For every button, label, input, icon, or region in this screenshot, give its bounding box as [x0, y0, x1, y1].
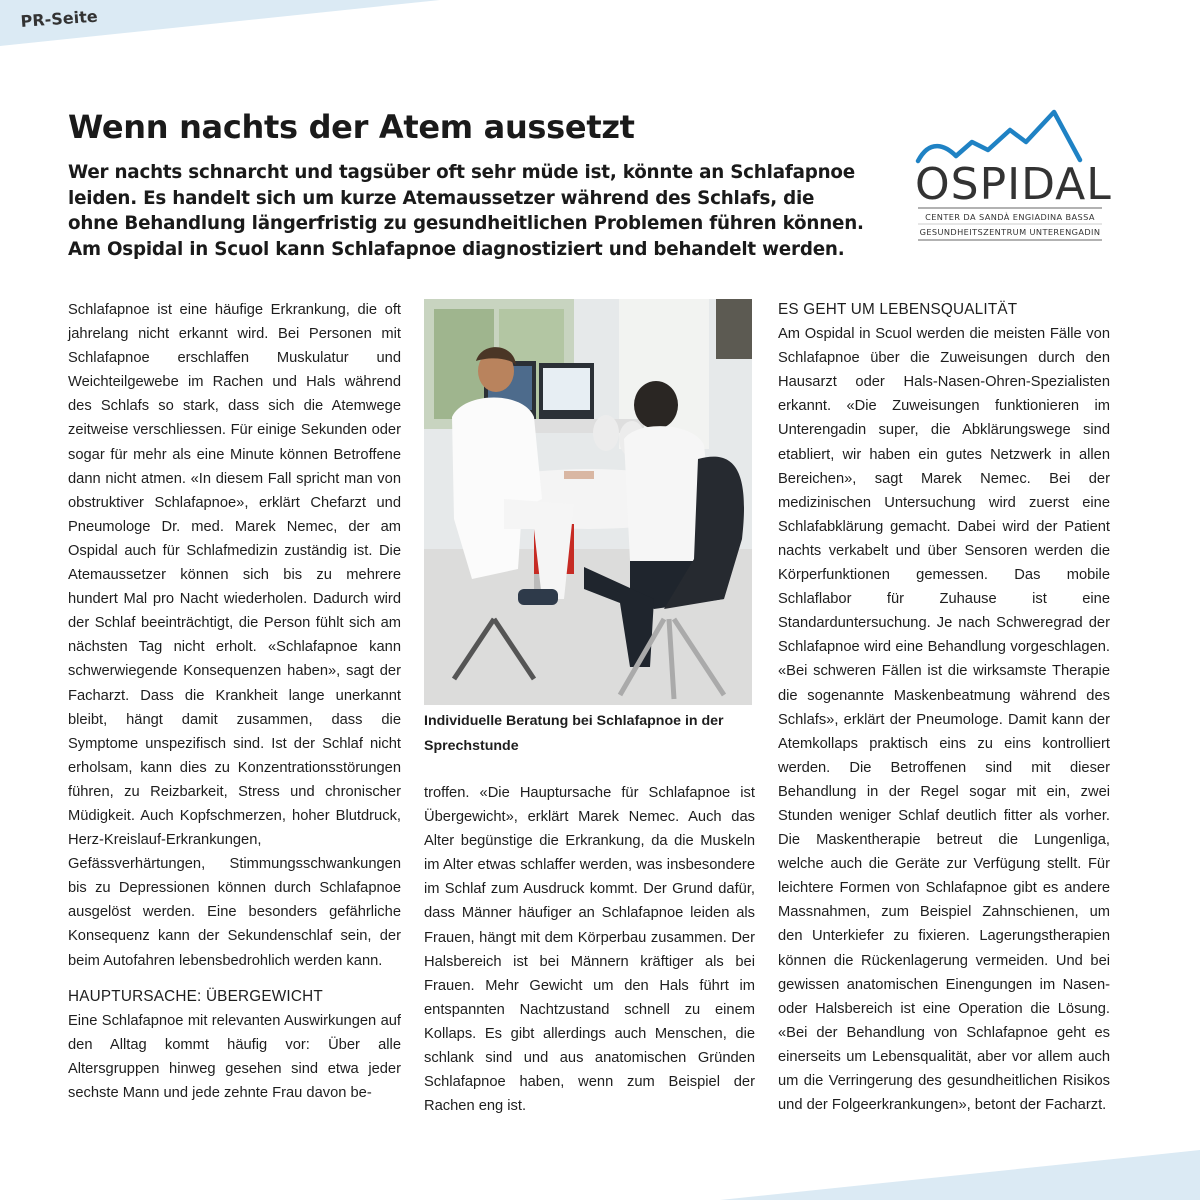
photo-caption: Individuelle Beratung bei Schlafapnoe in der Sprechstunde [424, 713, 724, 754]
bottom-band [720, 1150, 1200, 1200]
col1-paragraph-1: Schlafapnoe ist eine häufige Erkrankung, die oft jahrelang nicht erkannt wird. Bei Personen mit Schlafapnoe erschlaffen Muskulatur und Weichteilgewebe im Rachen und Hals während des Schlafs so stark, dass sich die Atemwege zeitweise verschliessen. Für einige Sekunden oder sogar für mehr als eine Minute können Betroffene dann nicht atmen. «In diesem Fall spricht man von obstruktiver Schlafapnoe», erklärt Chefarzt und Pneumologe Dr. med. Marek Nemec, der am Ospidal auch für Schlafmedizin zuständig ist. Die Atemaussetzer können sich bis zu mehrere hundert Mal pro Nacht wiederholen. Dadurch wird der Schlaf beeinträchtigt, die Person fühlt sich am nächsten Tag nicht erholt. «Schlafapnoe kann schwerwiegende Konsequenzen haben», sagt der Facharzt. Dass die Krankheit lange unerkannt bleibt, hängt damit zusammen, dass die Symptome unspezifisch sind. Ist der Schlaf nicht erholsam, kann dies zu Konzentrationsstörungen führen, zu Reizbarkeit, Stress und chronischer Müdigkeit. Auch Kopfschmerzen, hoher Blutdruck, Herz-Kreislauf-Erkrankungen, Gefässverhärtungen, Stimmungsschwankungen bis zu Depressionen können durch Schlafapnoe ausgelöst werden. Eine besonders gefährliche Konsequenz kann der Sekundenschlaf sein, der beim Autofahren lebensbedrohlich werden kann. [68, 302, 401, 969]
logo-subtitle-romansh: CENTER DA SANDÀ ENGIADINA BASSA [925, 212, 1095, 222]
col2-paragraph-1: troffen. «Die Hauptursache für Schlafapnoe ist Übergewicht», erklärt Marek Nemec. Auch das Alter begünstige die Erkrankung, da die Muskeln im Alter etwas schlaffer werden, was insbesondere im Schlaf zum Ausdruck kommt. Der Grund dafür, dass Männer häufiger an Schlafapnoe leiden als Frauen, hängt mit dem Körperbau zusammen. Der Halsbereich ist bei Männern kräftiger als bei Frauen. Mehr Gewicht um den Hals führt im entspannten Nachtzustand schnell zu einem Kollaps. Es gibt allerdings auch Menschen, die schlank sind und aus anatomischen Gründen Schlafapnoe haben, wenn zum Beispiel der Rachen eng ist. [424, 785, 755, 1115]
column-1 [68, 298, 401, 1105]
article-title: Wenn nachts der Atem aussetzt [68, 108, 635, 146]
logo-subtitle-german: GESUNDHEITSZENTRUM UNTERENGADIN [919, 227, 1101, 237]
logo-wordmark: OSPIDAL [915, 159, 1112, 210]
article-lead: Wer nachts schnarcht und tagsüber oft sehr müde ist, könnte an Schlafapnoe leiden. Es handelt sich um kurze Atemaussetzer während des Schlafs, die ohne Behandlung längerfristig zu gesundheitlichen Problemen führen können. Am Ospidal in Scuol kann Schlafapnoe diagnostiziert und behandelt werden. [68, 162, 864, 260]
col1-paragraph-2: Eine Schlafapnoe mit relevanten Auswirkungen auf den Alltag kommt häufig vor: Über alle Altersgruppen hinweg gesehen sind etwa jeder sechste Mann und jede zehnte Frau davon be- [68, 1012, 401, 1101]
col3-subheading: ES GEHT UM LEBENSQUALITÄT [778, 301, 1018, 318]
col3-paragraph-1: Am Ospidal in Scuol werden die meisten Fälle von Schlafapnoe über die Zuweisungen durch den Hausarzt oder Hals-Nasen-Ohren-Spezialisten erkannt. «Die Zuweisungen funktionieren im Unterengadin super, die Abklärungswege sind etabliert, wir haben ein gutes Netzwerk in allen Bereichen», sagt Marek Nemec. Bei der medizinischen Untersuchung wird zuerst eine Schlafabklärung gemacht. Dabei wird der Patient nachts verkabelt und über Sensoren werden die Körperfunktionen gemessen. Das mobile Schlaflabor für Zuhause ist eine Standarduntersuchung. Je nach Schweregrad der Schlafapnoe wird eine Behandlung vorgeschlagen. «Bei schweren Fällen ist die wirksamste Therapie die sogenannte Maskenbeatmung während des Schlafs», erklärt der Pneumologe. Damit kann der Atemkollaps praktisch eins zu eins kontrolliert werden. Die Betroffenen sind mit dieser Behandlung in der Regel sogar mit ein, zwei Stunden weniger Schlaf deutlich fitter als vorher. Die Maskentherapie betreut die Lungenliga, welche auch die Geräte zur Verfügung stellt. Für leichtere Formen von Schlafapnoe gibt es andere Massnahmen, zum Beispiel Zahnschienen, um den Unterkiefer zu fixieren. Lagerungstherapien können die Rückenlagerung vermeiden. Und bei gewissen anatomischen Einengungen im Nasen- oder Halsbereich ist eine Operation die Lösung. «Bei der Behandlung von Schlafapnoe geht es einerseits um Lebensqualität, aber vor allem auch um die Verringerung des gesundheitlichen Risikos und der Folgeerkrankungen», betont der Facharzt. [778, 326, 1110, 1114]
column-2 [424, 781, 755, 1118]
col1-subheading: HAUPTURSACHE: ÜBERGEWICHT [68, 987, 323, 1005]
pr-tag: PR-Seite [20, 6, 99, 31]
column-3 [778, 298, 1110, 1117]
logo-divider [912, 108, 1107, 243]
consultation-photo [424, 299, 752, 705]
ospidal-logo [912, 108, 1112, 243]
